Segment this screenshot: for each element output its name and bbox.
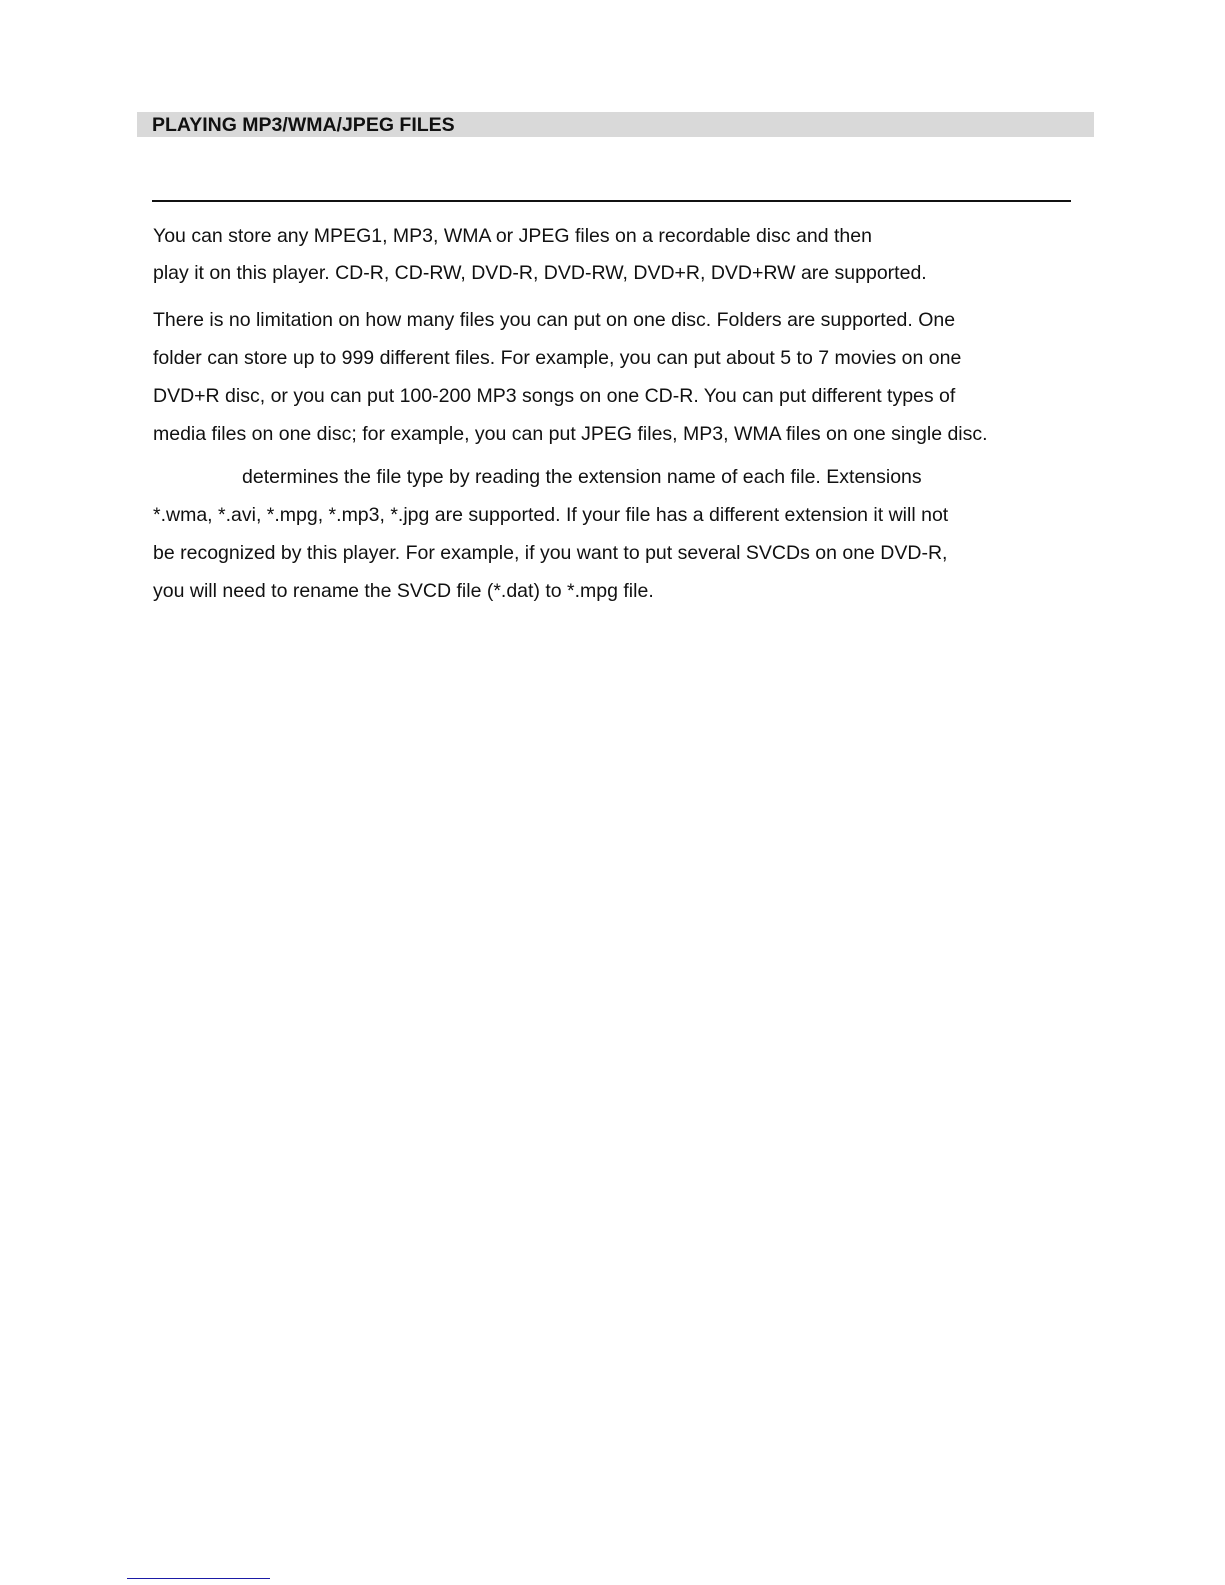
text-line: There is no limitation on how many files you can put on one disc. Folders are supported. One [153, 309, 956, 331]
text-line: determines the file type by reading the extension name of each file. Extensions [242, 466, 922, 488]
text-line: *.wma, *.avi, *.mpg, *.mp3, *.jpg are supported. If your file has a different extension it will not [153, 504, 949, 526]
horizontal-rule [152, 200, 1071, 202]
text-line: DVD+R disc, or you can put 100-200 MP3 songs on one CD-R. You can put different types of [153, 385, 956, 407]
text-line: be recognized by this player. For example, if you want to put several SVCDs on one DVD-R, [153, 542, 948, 564]
text-line: play it on this player. CD-R, CD-RW, DVD-R, DVD-RW, DVD+R, DVD+RW are supported. [153, 262, 927, 284]
footer-rule [127, 1578, 270, 1579]
text-line: you will need to rename the SVCD file (*.dat) to *.mpg file. [153, 580, 654, 602]
text-line: media files on one disc; for example, you can put JPEG files, MP3, WMA files on one single disc. [153, 423, 988, 445]
text-line: You can store any MPEG1, MP3, WMA or JPEG files on a recordable disc and then [153, 225, 872, 247]
section-title: PLAYING MP3/WMA/JPEG FILES [152, 114, 455, 136]
text-line: folder can store up to 999 different files. For example, you can put about 5 to 7 movies on one [153, 347, 962, 369]
section-header-bar [137, 112, 1094, 137]
